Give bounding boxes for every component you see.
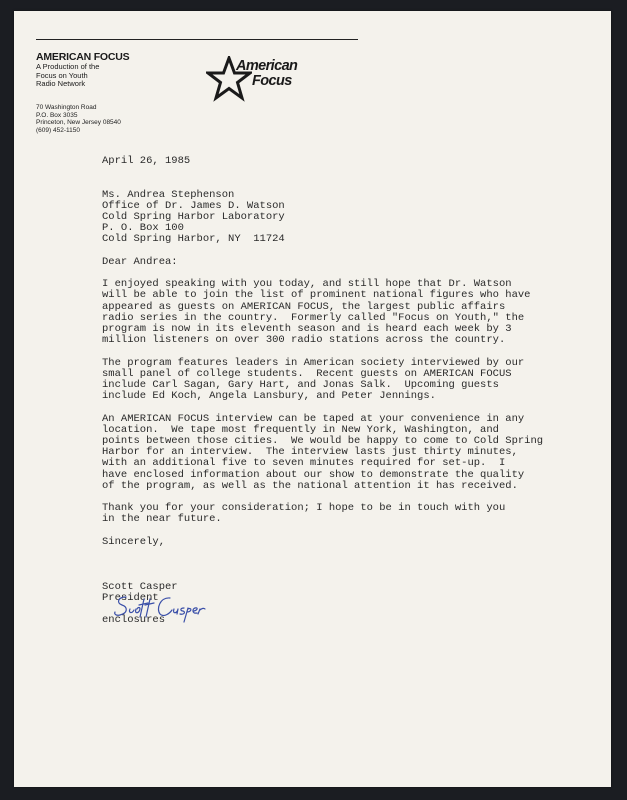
- paragraph: [102, 503, 572, 525]
- paragraph-line: small panel of college students. Recent guests on AMERICAN FOCUS: [102, 367, 512, 380]
- org-name: AMERICAN FOCUS: [36, 51, 130, 63]
- paragraph-line: I enjoyed speaking with you today, and still hope that Dr. Watson: [102, 278, 512, 291]
- tagline-line: A Production of the: [36, 62, 100, 71]
- american-focus-logo: [206, 48, 326, 104]
- paragraph: [102, 358, 572, 403]
- signer-title: President: [102, 591, 159, 604]
- address-line: 70 Washington Road: [36, 104, 97, 111]
- handwritten-signature: [112, 589, 212, 623]
- salutation: Dear Andrea:: [102, 255, 178, 268]
- letterhead-rule: [36, 39, 358, 40]
- letterhead-address: [36, 104, 121, 134]
- paragraph-line: include Ed Koch, Angela Lansbury, and Peter Jennings.: [102, 390, 436, 403]
- letterhead-brand: [36, 51, 129, 89]
- paragraph: [102, 279, 572, 346]
- recipient-line: Cold Spring Harbor Laboratory: [102, 210, 285, 223]
- enclosures-note: enclosures: [102, 614, 166, 627]
- closing: Sincerely,: [102, 535, 166, 548]
- recipient-line: Ms. Andrea Stephenson: [102, 188, 235, 201]
- paragraph-line: of the program, as well as the national attention it has received.: [102, 479, 518, 492]
- logo-word-american: American: [236, 58, 298, 74]
- paragraph-line: include Carl Sagan, Gary Hart, and Jonas Salk. Upcoming guests: [102, 378, 499, 391]
- paragraph-line: will be able to join the list of prominent national figures who have: [102, 289, 531, 302]
- paragraph-line: million listeners on over 300 radio stations across the country.: [102, 334, 506, 347]
- address-line: Princeton, New Jersey 08540: [36, 119, 121, 126]
- tagline-line: Focus on Youth: [36, 70, 88, 80]
- logo-word-focus: Focus: [252, 73, 292, 89]
- recipient-block: [102, 190, 572, 246]
- paragraph-line: with an additional five to seven minutes required for set-up. I: [102, 457, 506, 470]
- paragraph-line: appeared as guests on AMERICAN FOCUS, the largest public affairs: [102, 300, 506, 313]
- paragraph-line: program is now in its eleventh season and is heard each week by 3: [102, 322, 512, 335]
- recipient-line: Office of Dr. James D. Watson: [102, 199, 285, 212]
- paragraph-line: points between those cities. We would be happy to come to Cold Spring: [102, 434, 544, 447]
- paragraph-line: An AMERICAN FOCUS interview can be taped at your convenience in any: [102, 412, 525, 425]
- paragraph-line: in the near future.: [102, 513, 222, 526]
- letter-date: April 26, 1985: [102, 155, 191, 167]
- address-line: P.O. Box 3035: [36, 111, 78, 119]
- paragraph-line: Thank you for your consideration; I hope to be in touch with you: [102, 502, 506, 515]
- letter-body: [102, 156, 572, 626]
- paragraph-line: Harbor for an interview. The interview lasts just thirty minutes,: [102, 446, 518, 459]
- paragraph-line: have enclosed information about our show to demonstrate the quality: [102, 468, 525, 481]
- recipient-line: P. O. Box 100: [102, 222, 184, 235]
- signer-name: Scott Casper: [102, 580, 178, 593]
- recipient-line: Cold Spring Harbor, NY 11724: [102, 233, 285, 246]
- phone-number: (609) 452-1150: [36, 126, 80, 134]
- tagline-line: Radio Network: [36, 79, 86, 88]
- paragraph-line: The program features leaders in American society interviewed by our: [102, 356, 525, 369]
- paragraph-line: location. We tape most frequently in New York, Washington, and: [102, 423, 499, 436]
- letter-page: [14, 11, 611, 787]
- paragraph: [102, 414, 572, 492]
- paragraph-line: radio series in the country. Formerly called "Focus on Youth," the: [102, 311, 525, 324]
